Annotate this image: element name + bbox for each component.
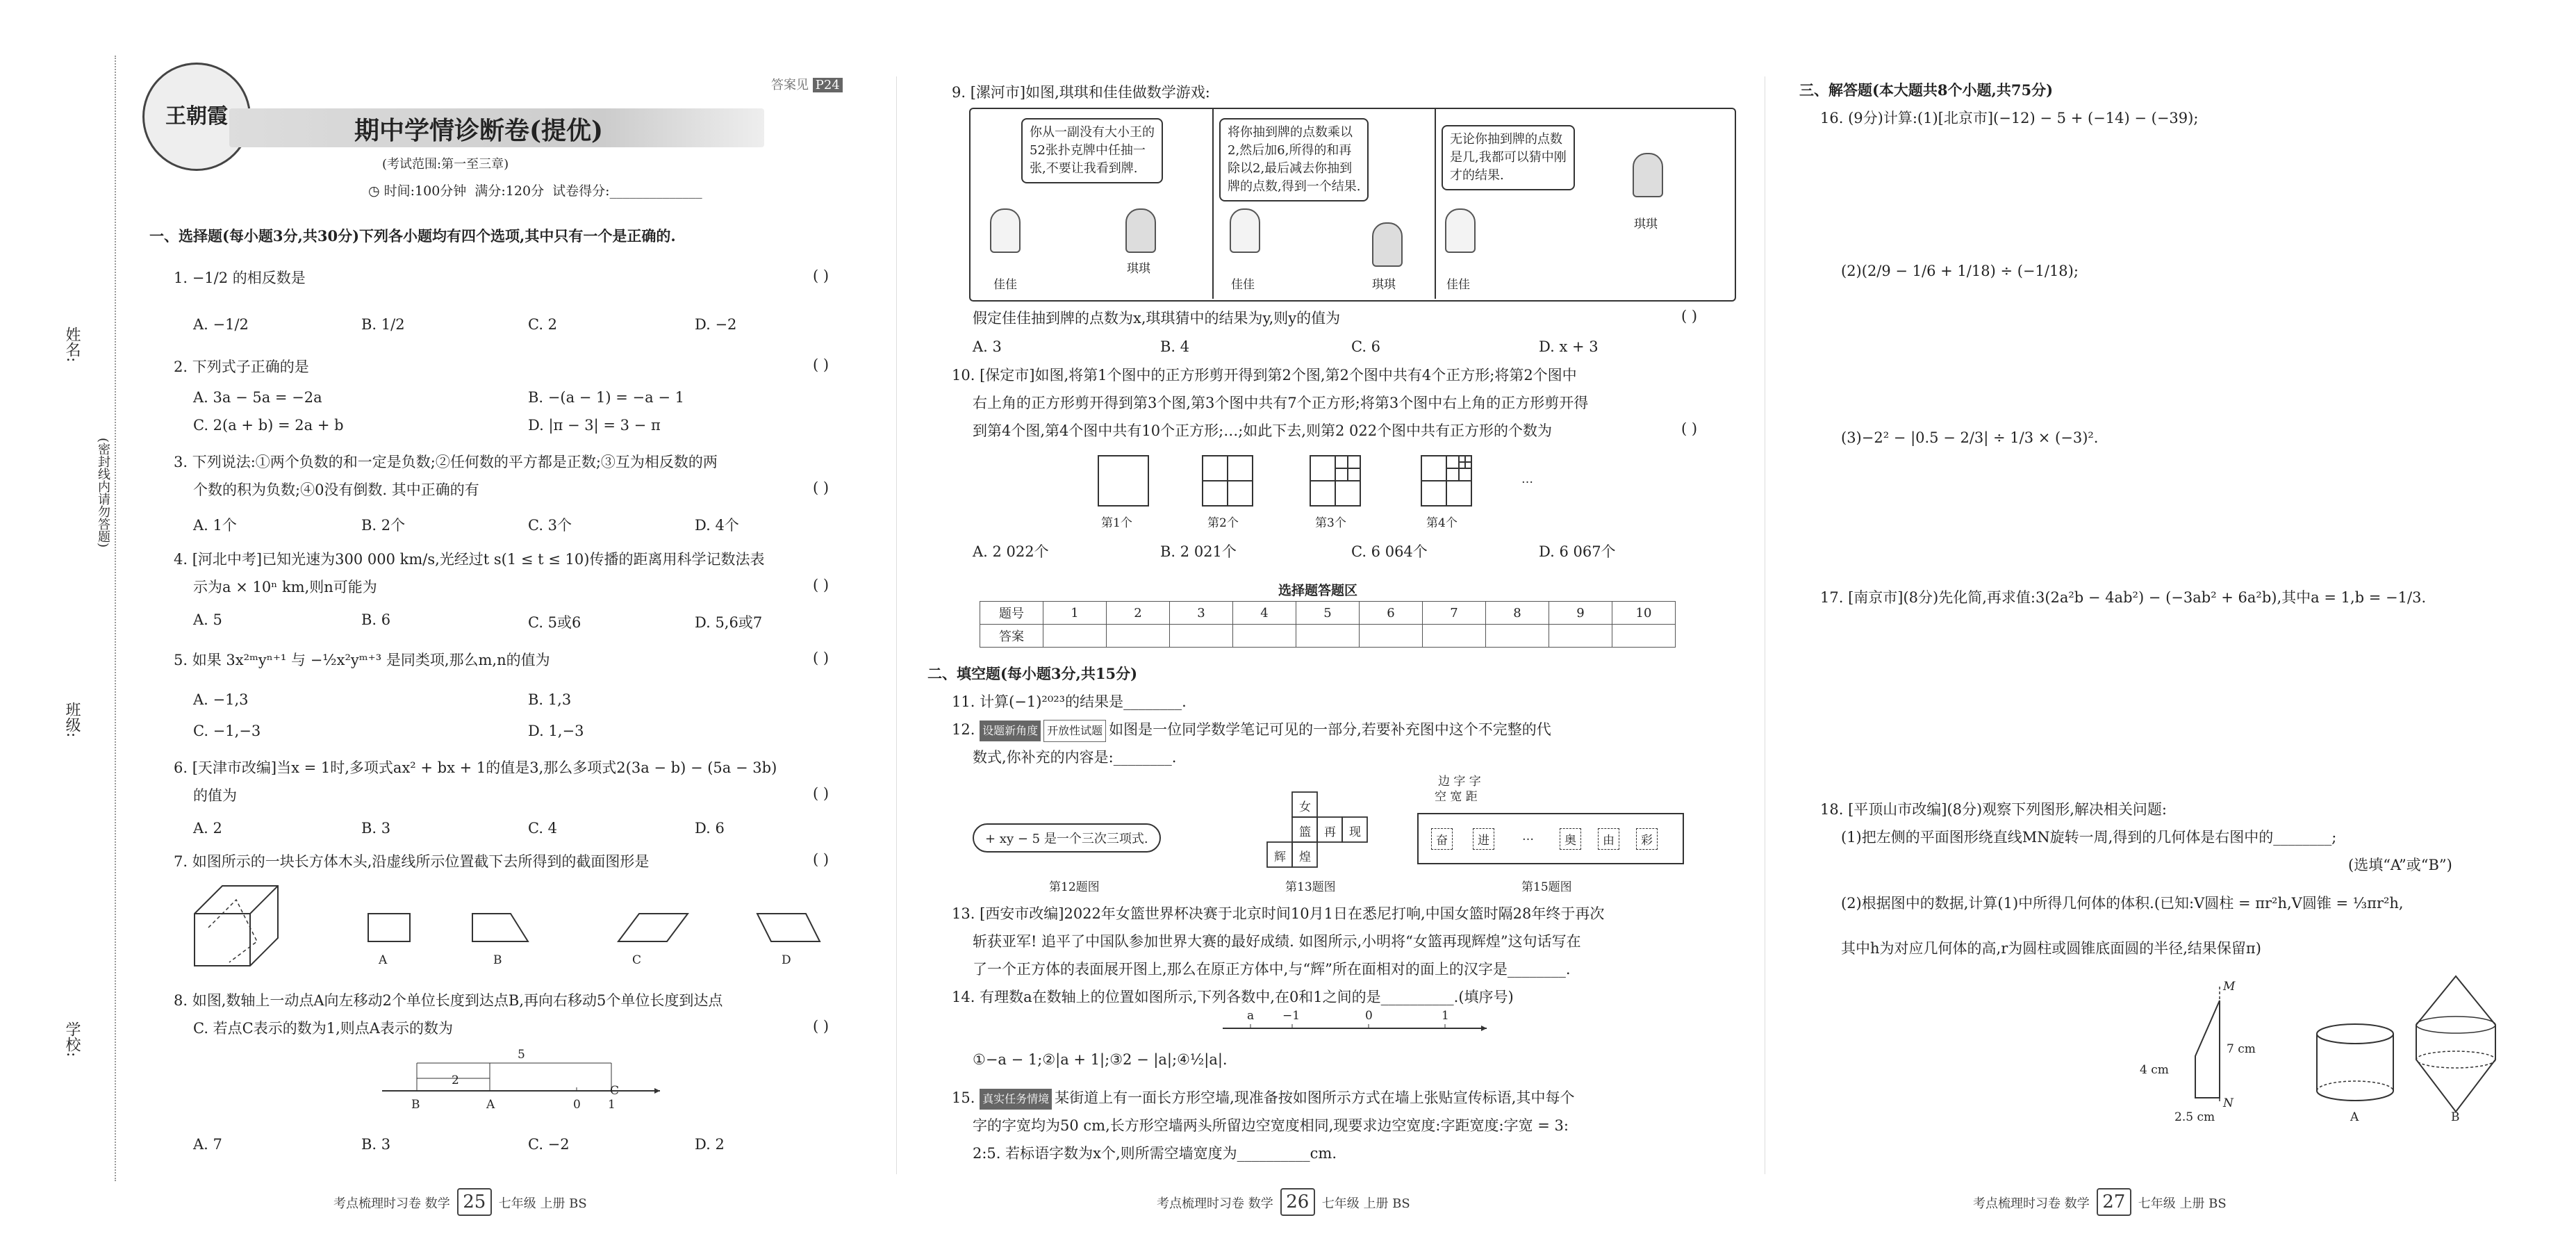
q14-axis-label: 1	[1442, 1009, 1449, 1023]
q8-option[interactable]: B. 3	[361, 1136, 391, 1153]
q14-items: ①−a − 1;②|a + 1|;③2 − |a|;④½|a|.	[973, 1051, 1228, 1068]
table-header: 题号	[980, 602, 1043, 625]
name-label: 姓名:	[63, 327, 81, 363]
girl-figure-icon	[1633, 153, 1663, 197]
slogan-char: 奥	[1560, 828, 1581, 850]
slogan-char: 进	[1473, 828, 1494, 850]
q6-stem: 6. [天津市改编]当x = 1时,多项式ax² + bx + 1的值是3,那么多项式2(3a − b) − (5a − 3b)	[174, 759, 777, 776]
slogan-char: 奋	[1431, 828, 1453, 850]
q5-stem: 5. 如果 3x²ᵐyⁿ⁺¹ 与 −½x²yᵐ⁺³ 是同类项,那么m,n的值为	[174, 652, 550, 668]
section-3-title: 三、解答题(本大题共8个小题,共75分)	[1799, 81, 2054, 99]
page-divider	[896, 76, 897, 1174]
q9-stem: 假定佳佳抽到牌的点数为x,琪琪猜中的结果为y,则y的值为	[973, 310, 1341, 327]
q18-part2-hint: 其中h为对应几何体的高,r为圆柱或圆锥底面圆的半径,结果保留π)	[1841, 940, 2261, 957]
q14-stem: 14. 有理数a在数轴上的位置如图所示,下列各数中,在0和1之间的是__________.(填序号)	[952, 989, 1514, 1005]
binding-line	[115, 56, 116, 1181]
q4-stem: 4. [河北中考]已知光速为300 000 km/s,光经过t s(1 ≤ t ≤ 10)传播的距离用科学记数法表	[174, 551, 765, 568]
q8-axis-label: A	[486, 1098, 495, 1112]
section-1-title: 一、选择题(每小题3分,共30分)下列各小题均有四个选项,其中只有一个是正确的.	[149, 227, 676, 245]
q9-answer-box[interactable]: ( )	[1681, 308, 1698, 324]
q6-option[interactable]: A. 2	[193, 820, 222, 837]
net-char: 现	[1349, 825, 1361, 839]
q14-axis-label: a	[1247, 1009, 1255, 1023]
logo-text: 王朝霞	[165, 104, 228, 129]
q13-stem: 13. [西安市改编]2022年女篮世界杯决赛于北京时间10月1日在悉尼打响,中国女篮时隔28年终于再次	[952, 905, 1605, 922]
q8-axis-label: 5	[518, 1048, 525, 1062]
q7-cuboid-figure	[188, 879, 285, 973]
q3-option[interactable]: A. 1个	[193, 517, 237, 534]
q8-axis-label: 0	[573, 1098, 581, 1112]
q9-name: 琪琪	[1634, 217, 1658, 231]
q9-speech-bubble: 将你抽到牌的点数乘以 2,然后加6,所得的和再 除以2,最后减去你抽到 牌的点数,得到一个结果.	[1219, 118, 1369, 201]
q12-stem: 12. 设题新角度 开放性试题 如图是一位同学数学笔记可见的一部分,若要补充图中这个不完整的代	[952, 719, 1551, 742]
q4-option[interactable]: B. 6	[361, 611, 391, 628]
answer-cell[interactable]	[1296, 625, 1360, 648]
table-cell: 4	[1233, 602, 1296, 625]
q15-stem: 字的字宽均为50 cm,长方形空墙两头所留边空宽度相同,现要求边空宽度:字距宽度:字宽 = 3:	[973, 1117, 1569, 1134]
q9-option[interactable]: D. x + 3	[1539, 338, 1599, 355]
q7-label[interactable]: A	[379, 953, 388, 967]
answer-cell[interactable]	[1486, 625, 1549, 648]
q10-square-fig2	[1202, 455, 1253, 507]
school-label: 学校:	[63, 1021, 81, 1057]
q8-option[interactable]: A. 7	[193, 1136, 222, 1153]
net-char: 女	[1299, 800, 1311, 814]
q16-stem: 16. (9分)计算:(1)[北京市](−12) − 5 + (−14) − (−39);	[1820, 110, 2199, 126]
table-cell: 7	[1423, 602, 1486, 625]
q18-fig-label: 2.5 cm	[2174, 1110, 2215, 1124]
q6-option[interactable]: D. 6	[695, 820, 725, 837]
clock-icon: ◷	[368, 183, 380, 199]
q8-axis-label: B	[411, 1098, 420, 1112]
q10-option[interactable]: C. 6 064个	[1351, 543, 1428, 560]
q5-answer-box[interactable]: ( )	[813, 650, 829, 666]
q9-panel-divider	[1435, 108, 1436, 299]
net-char: 再	[1324, 825, 1336, 839]
girl-figure-icon	[990, 208, 1021, 253]
q9-name: 琪琪	[1372, 278, 1396, 292]
answer-cell[interactable]	[1043, 625, 1107, 648]
q3-stem: 个数的积为负数;④0没有倒数. 其中正确的有	[193, 481, 479, 498]
q9-name: 琪琪	[1127, 262, 1150, 276]
table-cell: 5	[1296, 602, 1360, 625]
q5-option[interactable]: B. 1,3	[528, 691, 572, 708]
q8-axis-label: 1	[608, 1098, 616, 1112]
q10-fig-caption: 第2个	[1207, 516, 1239, 530]
footer-page-27: 考点梳理时习卷 数学 27 七年级 上册 BS	[1973, 1188, 2227, 1216]
seal-notice: (密封线内请勿答题)	[96, 438, 110, 548]
q9-option[interactable]: C. 6	[1351, 338, 1381, 355]
q17-stem: 17. [南京市](8分)先化简,再求值:3(2a²b − 4ab²) − (−3ab² + 6a²b),其中a = 1,b = −1/3.	[1820, 589, 2427, 606]
answer-cell[interactable]	[1612, 625, 1676, 648]
q18-fig-label: A	[2350, 1110, 2359, 1124]
answer-cell[interactable]	[1107, 625, 1170, 648]
q10-fig-caption: 第1个	[1101, 516, 1132, 530]
q9-name: 佳佳	[993, 278, 1017, 292]
q18-fig-label: N	[2223, 1096, 2234, 1110]
q4-option[interactable]: C. 5或6	[528, 614, 581, 631]
q13-caption: 第13题图	[1285, 880, 1336, 894]
answer-cell[interactable]	[1233, 625, 1296, 648]
slogan-char: 彩	[1636, 828, 1658, 850]
q7-label[interactable]: B	[493, 953, 502, 967]
q10-option[interactable]: D. 6 067个	[1539, 543, 1616, 560]
q12-stem: 数式,你补充的内容是:________.	[973, 749, 1177, 766]
answer-table	[980, 601, 1676, 648]
q10-square-fig4	[1421, 455, 1472, 507]
q10-option[interactable]: B. 2 021个	[1160, 543, 1237, 560]
q9-speech-bubble: 你从一副没有大小王的 52张扑克牌中任抽一 张,不要让我看到牌.	[1021, 118, 1163, 183]
q10-ellipsis: …	[1521, 472, 1533, 486]
q7-answer-box[interactable]: ( )	[813, 851, 829, 868]
q5-option[interactable]: D. 1,−3	[528, 723, 584, 739]
girl-figure-icon	[1445, 208, 1476, 253]
q15-fig-top: 边 字 字	[1438, 775, 1481, 789]
q3-option[interactable]: B. 2个	[361, 517, 406, 534]
answer-cell[interactable]	[1423, 625, 1486, 648]
girl-figure-icon	[1125, 208, 1156, 253]
q15-stem: 2:5. 若标语字数为x个,则所需空墙宽度为__________cm.	[973, 1145, 1337, 1162]
q14-axis-label: 0	[1365, 1009, 1373, 1023]
q8-option[interactable]: D. 2	[695, 1136, 725, 1153]
q18-fig-label: B	[2451, 1110, 2460, 1124]
q10-fig-caption: 第4个	[1426, 516, 1458, 530]
table-cell: 2	[1107, 602, 1170, 625]
q9-option[interactable]: A. 3	[973, 338, 1002, 355]
section-2-title: 二、填空题(每小题3分,共15分)	[927, 665, 1138, 682]
net-char: 篮	[1299, 825, 1311, 839]
q4-option[interactable]: D. 5,6或7	[695, 614, 763, 631]
answer-cell[interactable]	[1170, 625, 1233, 648]
q18-fig-label: 7 cm	[2227, 1042, 2256, 1056]
q15-fig-top: 空 宽 距	[1435, 790, 1478, 804]
q5-option[interactable]: A. −1,3	[193, 691, 249, 708]
q1-option[interactable]: B. 1/2	[361, 316, 405, 333]
girl-figure-icon	[1372, 222, 1403, 267]
q18-fig-label: M	[2223, 980, 2236, 994]
q9-name: 佳佳	[1231, 278, 1255, 292]
q7-label[interactable]: C	[632, 953, 642, 967]
q13-stem: 了一个正方体的表面展开图上,那么在原正方体中,与“辉”所在面相对的面上的汉字是________.	[973, 961, 1571, 978]
q8-axis-label: 2	[452, 1073, 459, 1087]
q8-option[interactable]: C. −2	[528, 1136, 570, 1153]
answer-table-title: 选择题答题区	[1278, 583, 1358, 598]
q4-stem: 示为a × 10ⁿ km,则n可能为	[193, 579, 377, 595]
q8-axis-label: C	[610, 1084, 620, 1098]
q1-answer-box[interactable]: ( )	[813, 267, 829, 284]
slogan-char: 由	[1598, 828, 1619, 850]
q4-option[interactable]: A. 5	[193, 611, 222, 628]
q9-panel-divider	[1212, 108, 1214, 299]
q16-part3: (3)−2² − |0.5 − 2/3| ÷ 1/3 × (−3)².	[1841, 429, 2099, 446]
table-cell: 1	[1043, 602, 1107, 625]
q8-answer-box[interactable]: ( )	[813, 1018, 829, 1035]
q2-option[interactable]: D. |π − 3| = 3 − π	[528, 417, 661, 434]
q3-option[interactable]: C. 3个	[528, 517, 572, 534]
q3-stem: 3. 下列说法:①两个负数的和一定是负数;②任何数的平方都是正数;③互为相反数的两	[174, 454, 718, 470]
q10-square-fig1	[1098, 455, 1149, 507]
footer-page-26: 考点梳理时习卷 数学 26 七年级 上册 BS	[1157, 1188, 1410, 1216]
q1-option[interactable]: A. −1/2	[193, 316, 249, 333]
q15-stem: 15. 真实任务情境 某街道上有一面长方形空墙,现准备按如图所示方式在墙上张贴宣传标语,其中每个	[952, 1087, 1574, 1110]
q2-stem: 2. 下列式子正确的是	[174, 359, 309, 375]
table-cell: 10	[1612, 602, 1676, 625]
q9-option[interactable]: B. 4	[1160, 338, 1190, 355]
q1-option[interactable]: C. 2	[528, 316, 558, 333]
q10-stem: 右上角的正方形剪开得到第3个图,第3个图中共有7个正方形;将第3个图中右上角的正方形剪开得	[973, 395, 1589, 411]
footer-page-25: 考点梳理时习卷 数学 25 七年级 上册 BS	[333, 1188, 587, 1216]
q9-speech-bubble: 无论你抽到牌的点数 是几,我都可以猜中刚 才的结果.	[1442, 125, 1575, 190]
q13-stem: 斩获亚军! 追平了中国队参加世界大赛的最好成绩. 如图所示,小明将“女篮再现辉煌”这句话写在	[973, 933, 1581, 950]
q1-stem: 1. −1/2 的相反数是	[174, 270, 306, 286]
table-cell: 6	[1360, 602, 1423, 625]
girl-figure-icon	[1230, 208, 1260, 253]
table-cell: 9	[1549, 602, 1612, 625]
q7-option-shapes	[354, 907, 827, 948]
slogan-char: …	[1522, 830, 1534, 843]
answer-ref: 答案见 P24	[771, 75, 843, 93]
q7-stem: 7. 如图所示的一块长方体木头,沿虚线所示位置截下去所得到的截面图形是	[174, 853, 650, 870]
q6-option[interactable]: B. 3	[361, 820, 391, 837]
q18-solid-b	[2411, 973, 2501, 1119]
page-title: 期中学情诊断卷(提优)	[354, 116, 604, 145]
q18-stem: 18. [平顶山市改编](8分)观察下列图形,解决相关问题:	[1820, 801, 2167, 818]
q2-option[interactable]: C. 2(a + b) = 2a + b	[193, 417, 344, 434]
q8-stem: C. 若点C表示的数为1,则点A表示的数为	[193, 1020, 453, 1037]
q14-axis-label: −1	[1282, 1009, 1301, 1023]
q15-caption: 第15题图	[1521, 880, 1572, 894]
exam-info: ◷ 时间:100分钟 满分:120分 试卷得分:______________	[368, 183, 702, 199]
q16-part2: (2)(2/9 − 1/6 + 1/18) ÷ (−1/18);	[1841, 263, 2079, 279]
q10-fig-caption: 第3个	[1315, 516, 1346, 530]
table-cell: 8	[1486, 602, 1549, 625]
answer-cell[interactable]	[1360, 625, 1423, 648]
net-char: 辉	[1274, 850, 1286, 864]
q10-stem: 10. [保定市]如图,将第1个图中的正方形剪开得到第2个图,第2个图中共有4个正方形;将第2个图中	[952, 367, 1577, 384]
q10-stem: 到第4个图,第4个图中共有10个正方形;…;如此下去,则第2 022个图中共有正方形的个数为	[973, 422, 1553, 439]
q12-caption: 第12题图	[1049, 880, 1100, 894]
q6-option[interactable]: C. 4	[528, 820, 558, 837]
q14-number-line	[1216, 1007, 1494, 1035]
q10-square-fig3	[1310, 455, 1361, 507]
q6-stem: 的值为	[193, 787, 237, 804]
table-cell: 3	[1170, 602, 1233, 625]
q9-stem: 9. [漯河市]如图,琪琪和佳佳做数学游戏:	[952, 84, 1210, 101]
q18-part1: (1)把左侧的平面图形绕直线MN旋转一周,得到的几何体是右图中的________;	[1841, 829, 2337, 846]
q4-answer-box[interactable]: ( )	[813, 577, 829, 593]
q10-option[interactable]: A. 2 022个	[973, 543, 1049, 560]
q10-answer-box[interactable]: ( )	[1681, 420, 1698, 437]
q2-option[interactable]: A. 3a − 5a = −2a	[193, 389, 322, 406]
q6-answer-box[interactable]: ( )	[813, 785, 829, 802]
q18-part1-hint: (选填“A”或“B”)	[2348, 857, 2452, 873]
q18-cylinder-a	[2313, 1021, 2397, 1105]
q3-answer-box[interactable]: ( )	[813, 479, 829, 496]
q18-fig-label: 4 cm	[2140, 1063, 2169, 1077]
q18-part2: (2)根据图中的数据,计算(1)中所得几何体的体积.(已知:V圆柱 = πr²h,V圆锥 = ⅓πr²h,	[1841, 895, 2404, 912]
q1-option[interactable]: D. −2	[695, 316, 737, 333]
exam-scope: (考试范围:第一至三章)	[382, 157, 509, 172]
class-label: 班级:	[63, 702, 81, 738]
q7-label[interactable]: D	[782, 953, 791, 967]
q2-answer-box[interactable]: ( )	[813, 356, 829, 373]
q2-option[interactable]: B. −(a − 1) = −a − 1	[528, 389, 684, 406]
net-char: 煌	[1299, 850, 1311, 864]
q8-stem: 8. 如图,数轴上一动点A向左移动2个单位长度到达点B,再向右移动5个单位长度到达点	[174, 992, 723, 1009]
answer-cell[interactable]	[1549, 625, 1612, 648]
q5-option[interactable]: C. −1,−3	[193, 723, 261, 739]
q9-name: 佳佳	[1446, 278, 1470, 292]
table-header: 答案	[980, 625, 1043, 648]
q12-note-figure: + xy − 5 是一个三次三项式.	[973, 823, 1161, 853]
q11-stem: 11. 计算(−1)²⁰²³的结果是________.	[952, 693, 1187, 710]
q3-option[interactable]: D. 4个	[695, 517, 739, 534]
